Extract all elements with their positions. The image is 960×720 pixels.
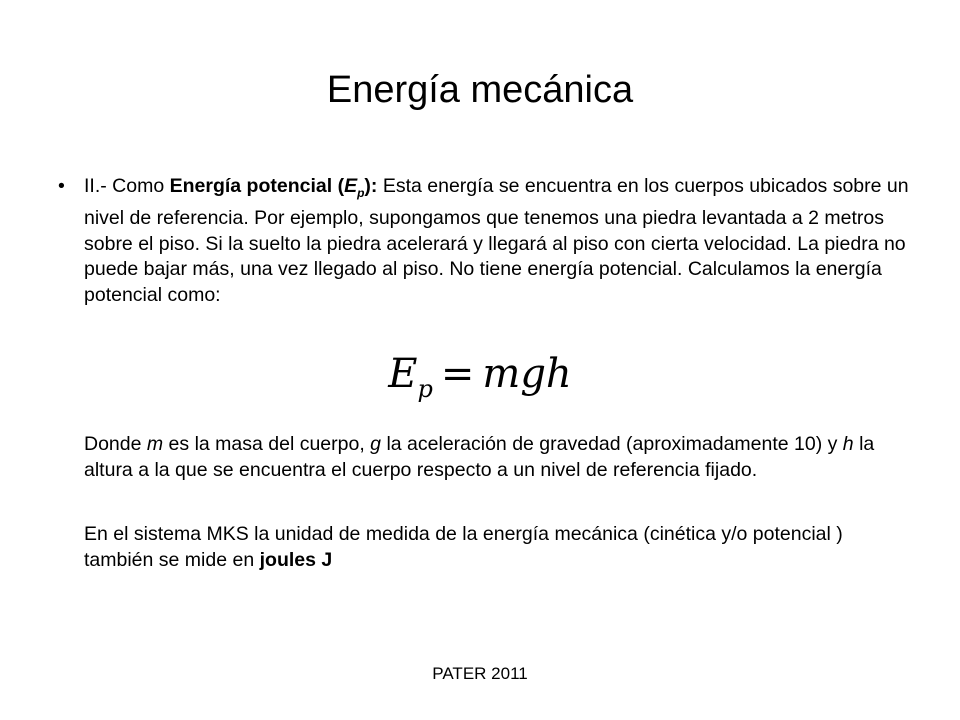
slide-footer: PATER 2011 [432,664,528,683]
slide-title: Energía mecánica [326,69,634,111]
var-g: g [370,433,382,455]
bullet-text [84,175,909,306]
formula-rhs: mgh [482,351,572,397]
units-text: En el sistema MKS la unidad de medida de la energía mecánica (cinética y/o potencial ) también se mide en [84,523,843,571]
potential-energy-label [169,175,378,200]
formula-lhs-subscript: p [417,375,433,403]
potential-energy-subscript: p [357,185,365,200]
slide-body [54,174,910,308]
var-h: h [842,433,854,455]
variables-paragraph [84,432,910,483]
formula-lhs: E [388,351,418,397]
var-text-2: es la masa del cuerpo, [163,433,371,455]
var-text-1: Donde [84,433,147,455]
var-m: m [146,433,164,455]
potential-energy-symbol: E [344,175,358,197]
bullet-prefix: II.- Como [84,175,170,197]
potential-energy-formula [0,352,960,411]
formula-equals: = [440,351,475,397]
potential-energy-label-close: ): [364,175,378,197]
units-bold: joules J [259,548,333,571]
potential-energy-label-text: Energía potencial ( [169,175,345,197]
var-text-3: la aceleración de gravedad (aproximadamente 10) y [381,433,843,455]
bullet-description: Esta energía se encuentra en los cuerpos ubicados sobre un nivel de referencia. Por ejemplo, supongamos que tenemos una piedra levantada a 2 metros sobre el piso. Si la suelto la piedra acelerará y llegará al piso con cierta velocidad. La piedra no puede bajar más, una vez llegado al piso. No tiene energía potencial. Calculamos la energía potencial como: [84,175,909,306]
bullet-marker: • [58,175,65,197]
units-paragraph [84,522,910,573]
bullet-item [54,174,910,308]
var-text-4: la altura a la que se encuentra el cuerpo respecto a un nivel de referencia fijado. [84,433,875,481]
